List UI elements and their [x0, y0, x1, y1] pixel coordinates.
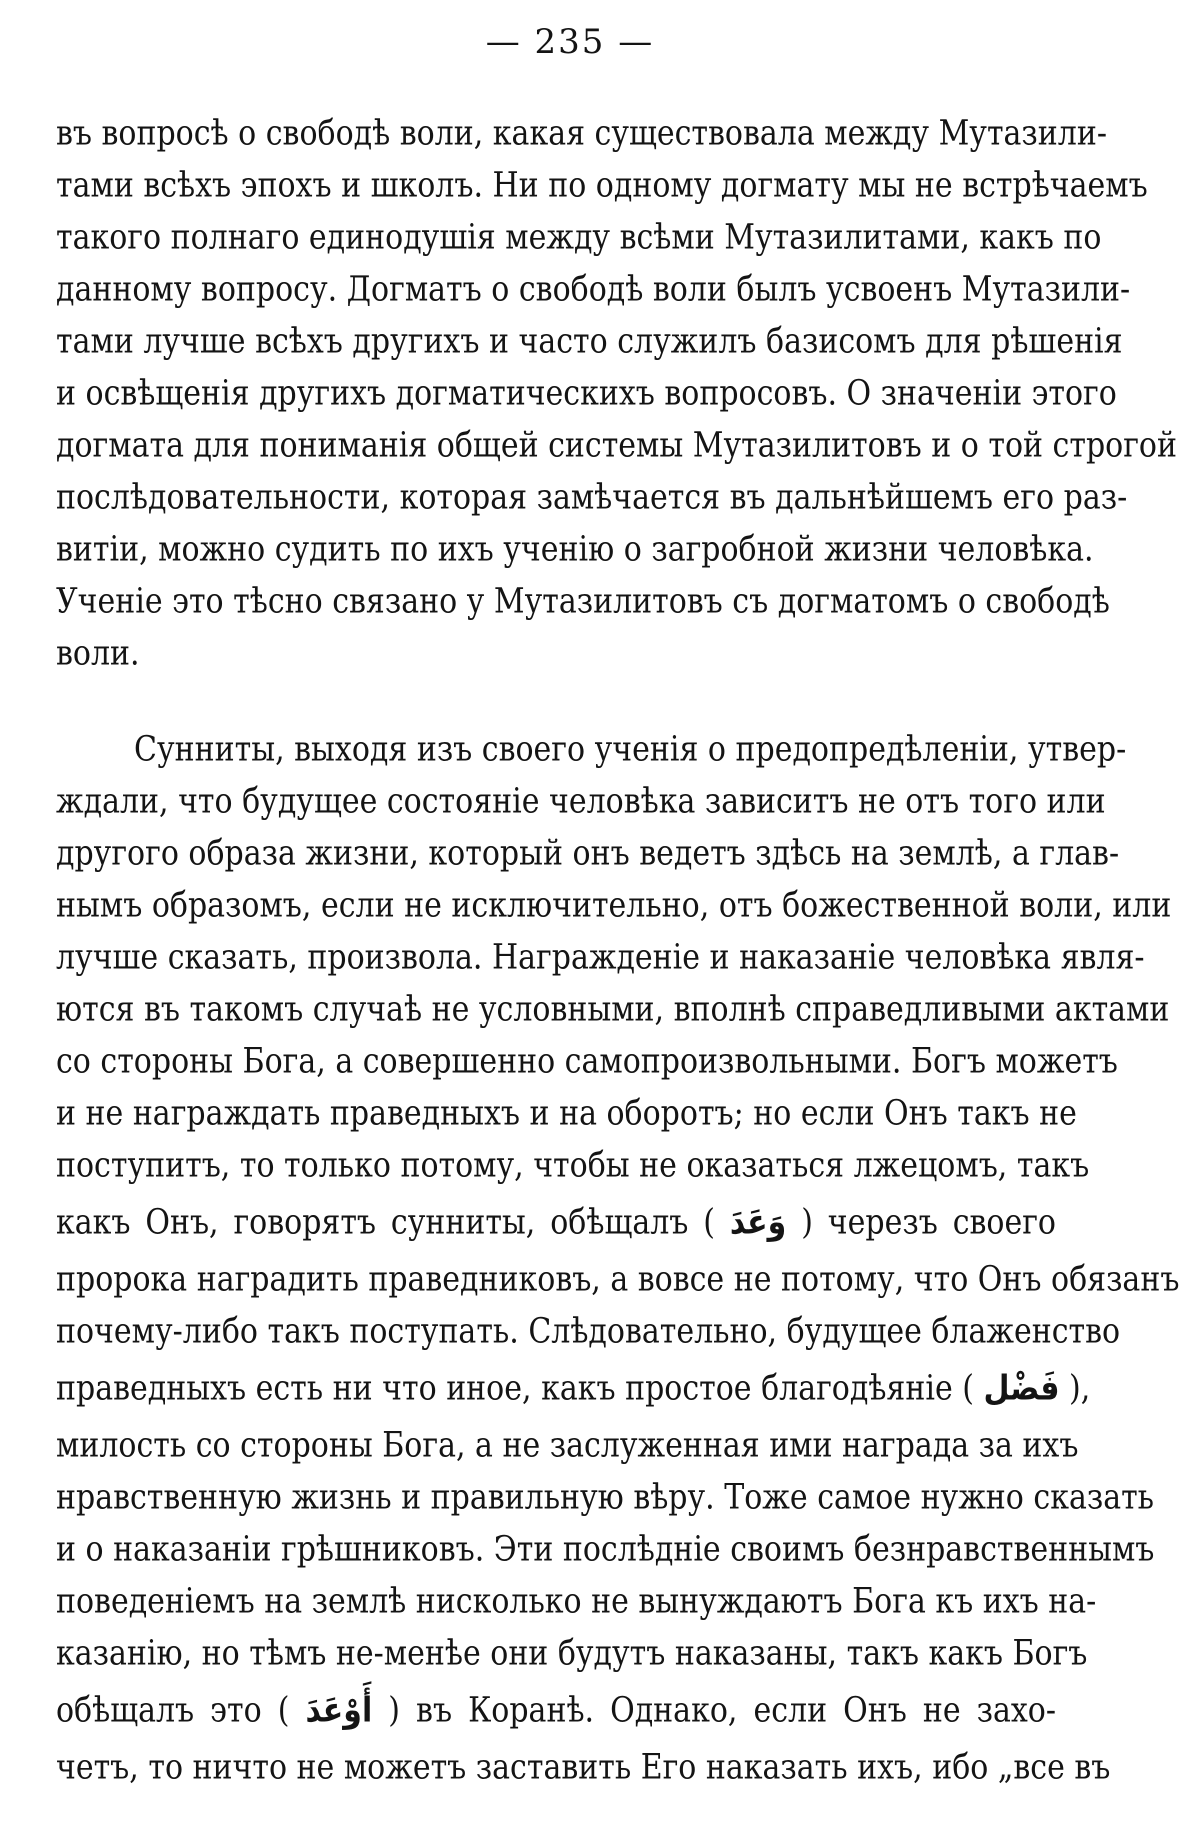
- text-line: казанію, но тѣмъ не-менѣе они будутъ наказаны, такъ какъ Богъ: [56, 1633, 1088, 1674]
- text-line-with-arabic: [56, 1188, 1056, 1259]
- text-line: воли.: [56, 633, 140, 674]
- text-line: ждали, что будущее состояніе человѣка зависитъ не отъ того или: [56, 781, 1106, 822]
- text-line: пророка наградить праведниковъ, а вовсе не потому, что Онъ обязанъ: [56, 1259, 1179, 1300]
- text-line: милость со стороны Бога, а не заслуженная ими награда за ихъ: [56, 1425, 1079, 1466]
- text-line: послѣдовательности, которая замѣчается въ дальнѣйшемъ его раз-: [56, 477, 1128, 518]
- text-line: и освѣщенія другихъ догматическихъ вопросовъ. О значеніи этого: [56, 373, 1117, 414]
- text-segment: ) черезъ своего: [801, 1202, 1056, 1243]
- text-line: въ вопросѣ о свободѣ воли, какая существовала между Мутазили-: [56, 113, 1107, 154]
- arabic-word: وَعَدَ: [729, 1202, 787, 1243]
- arabic-word: فَضْل: [983, 1368, 1060, 1409]
- paragraph-gap: [56, 680, 1056, 724]
- text-line: почему-либо такъ поступать. Слѣдовательно, будущее блаженство: [56, 1311, 1121, 1352]
- text-line: нравственную жизнь и правильную вѣру. Тоже самое нужно сказать: [56, 1477, 1155, 1518]
- text-line: догмата для пониманія общей системы Мутазилитовъ и о той строгой: [56, 425, 1177, 466]
- paragraph-2: [56, 724, 1179, 1794]
- text-line: тами лучше всѣхъ другихъ и часто служилъ базисомъ для рѣшенія: [56, 321, 1123, 362]
- text-line: лучше сказать, произвола. Награжденіе и наказаніе человѣка явля-: [56, 937, 1145, 978]
- text-line: ются въ такомъ случаѣ не условными, вполнѣ справедливыми актами: [56, 989, 1170, 1030]
- text-line: такого полнаго единодушія между всѣми Мутазилитами, какъ по: [56, 217, 1102, 258]
- text-line: тами всѣхъ эпохъ и школъ. Ни по одному догмату мы не встрѣчаемъ: [56, 165, 1148, 206]
- text-segment: ) въ Коранѣ. Однако, если Онъ не захо-: [388, 1690, 1057, 1731]
- page-number: — 235 —: [485, 22, 655, 62]
- text-line: и не награждать праведныхъ и на оборотъ; но если Онъ такъ не: [56, 1093, 1077, 1134]
- arabic-word: أَوْعَدَ: [305, 1690, 373, 1731]
- text-line: поступитъ, то только потому, чтобы не оказаться лжецомъ, такъ: [56, 1145, 1090, 1186]
- text-line-with-arabic: [56, 1676, 1056, 1747]
- text-line: со стороны Бога, а совершенно самопроизвольными. Богъ можетъ: [56, 1041, 1118, 1082]
- text-line: поведеніемъ на землѣ нисколько не вынуждаютъ Бога къ ихъ на-: [56, 1581, 1097, 1622]
- text-segment: обѣщалъ это (: [56, 1690, 290, 1731]
- text-line: нымъ образомъ, если не исключительно, отъ божественной воли, или: [56, 885, 1172, 926]
- text-segment: ),: [1069, 1368, 1091, 1409]
- text-line-with-arabic: [56, 1354, 1091, 1425]
- text-line: и о наказаніи грѣшниковъ. Эти послѣдніе своимъ безнравственнымъ: [56, 1529, 1155, 1570]
- text-segment: праведныхъ есть ни что иное, какъ простое благодѣяніе (: [56, 1368, 974, 1409]
- text-line: другого образа жизни, который онъ ведетъ здѣсь на землѣ, а глав-: [56, 833, 1120, 874]
- text-line: Сунниты, выходя изъ своего ученія о предопредѣленіи, утвер-: [134, 729, 1127, 770]
- text-line: данному вопросу. Догматъ о свободѣ воли былъ усвоенъ Мутазили-: [56, 269, 1131, 310]
- text-body: [56, 108, 1179, 1794]
- paragraph-1: [56, 108, 1177, 680]
- text-segment: какъ Онъ, говорятъ сунниты, обѣщалъ (: [56, 1202, 715, 1243]
- text-line: витіи, можно судить по ихъ ученію о загробной жизни человѣка.: [56, 529, 1094, 570]
- text-line: четъ, то ничто не можетъ заставить Его наказать ихъ, ибо „все въ: [56, 1747, 1111, 1788]
- text-line: Ученіе это тѣсно связано у Мутазилитовъ съ догматомъ о свободѣ: [56, 581, 1110, 622]
